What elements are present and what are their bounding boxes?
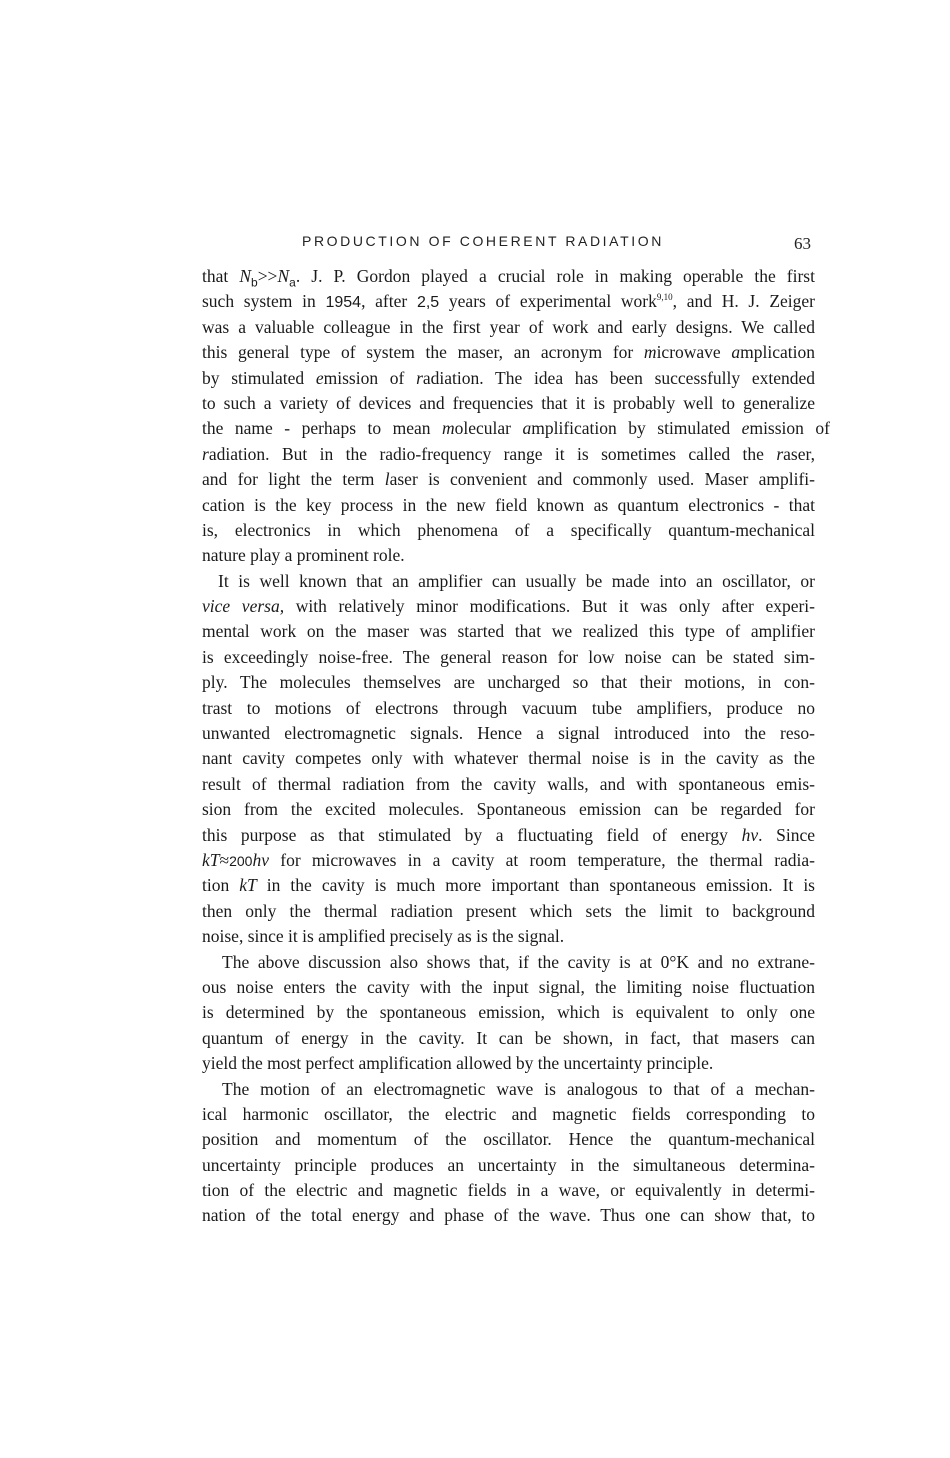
text-line: is determined by the spontaneous emission, which is equivalent to only one — [202, 1002, 815, 1023]
text-line: unwanted electromagnetic signals. Hence a signal introduced into the reso- — [202, 723, 815, 744]
paragraph-2 — [202, 569, 815, 950]
text-line: tion kT in the cavity is much more important than spontaneous emission. It is — [202, 875, 815, 896]
text-line: quantum of energy in the cavity. It can be shown, in fact, that masers can — [202, 1027, 815, 1048]
text-line: result of thermal radiation from the cavity walls, and with spontaneous emis- — [202, 773, 815, 794]
body-text — [202, 264, 830, 1229]
text-line: ical harmonic oscillator, the electric and magnetic fields corresponding to — [202, 1103, 815, 1124]
text-line: to such a variety of devices and frequencies that it is probably well to generalize — [202, 392, 815, 413]
text-line: nature play a prominent role. — [202, 545, 405, 566]
paragraph-4 — [202, 1077, 815, 1229]
text-line: the name - perhaps to mean molecular amplification by stimulated emission of — [202, 418, 830, 439]
footnote-ref: 9,10 — [656, 292, 673, 303]
page-header — [0, 233, 950, 257]
text-line: The above discussion also shows that, if the cavity is at 0°K and no extrane- — [222, 951, 815, 972]
text-line: that $N_b>>N_a$. J. P. Gordon played a crucial role in making operable the first — [202, 266, 815, 290]
text-line: is exceedingly noise-free. The general reason for low noise can be stated sim- — [202, 646, 815, 667]
text-line: tion of the electric and magnetic fields in a wave, or equivalently in determi- — [202, 1180, 815, 1201]
text-line: trast to motions of electrons through vacuum tube amplifiers, produce no — [202, 697, 815, 718]
text-line: is, electronics in which phenomena of a specifically quantum-mechanical — [202, 519, 815, 540]
text-line: It is well known that an amplifier can usually be made into an oscillator, or — [218, 570, 815, 591]
text-line: nant cavity competes only with whatever thermal noise is in the cavity as the — [202, 748, 815, 769]
text-line: ply. The molecules themselves are uncharged so that their motions, in con- — [202, 672, 815, 693]
text-line: uncertainty principle produces an uncertainty in the simultaneous determina- — [202, 1154, 815, 1175]
text-line: The motion of an electromagnetic wave is analogous to that of a mechan- — [222, 1078, 815, 1099]
page-number: 63 — [794, 234, 811, 253]
text-line: then only the thermal radiation present which sets the limit to background — [202, 900, 815, 921]
paragraph-1 — [202, 264, 830, 569]
text-line: this purpose as that stimulated by a fluctuating field of energy hν. Since — [202, 824, 815, 845]
text-line: was a valuable colleague in the first year of work and early designs. We called — [202, 316, 815, 337]
text-line: kT≈200hν for microwaves in a cavity at room temperature, the thermal radia- — [202, 849, 815, 870]
text-line: and for light the term laser is convenient and commonly used. Maser amplifi- — [202, 469, 815, 490]
text-line: noise, since it is amplified precisely as is the signal. — [202, 926, 565, 947]
text-line: yield the most perfect amplification allowed by the uncertainty principle. — [202, 1053, 714, 1074]
text-line: this general type of system the maser, an acronym for microwave amplication — [202, 342, 815, 363]
text-line: by stimulated emission of radiation. The idea has been successfully extended — [202, 367, 815, 388]
text-line: radiation. But in the radio-frequency range it is sometimes called the raser, — [202, 443, 815, 464]
paragraph-3 — [202, 950, 815, 1077]
text-line: vice versa, with relatively minor modifications. But it was only after experi- — [202, 596, 815, 617]
text-line: mental work on the maser was started that we realized this type of amplifier — [202, 621, 815, 642]
text-line: sion from the excited molecules. Spontaneous emission can be regarded for — [202, 799, 815, 820]
text-line: nation of the total energy and phase of the wave. Thus one can show that, to — [202, 1205, 815, 1226]
running-title: PRODUCTION OF COHERENT RADIATION — [302, 233, 664, 249]
text-line: position and momentum of the oscillator. Hence the quantum-mechanical — [202, 1129, 815, 1150]
text-line: ous noise enters the cavity with the input signal, the limiting noise fluctuation — [202, 976, 815, 997]
text-line: such system in 1954, after 2,5 years of experimental work$^{9,10}$, and H. J. Zeiger — [202, 291, 815, 312]
text-line: cation is the key process in the new field known as quantum electronics - that — [202, 494, 815, 515]
